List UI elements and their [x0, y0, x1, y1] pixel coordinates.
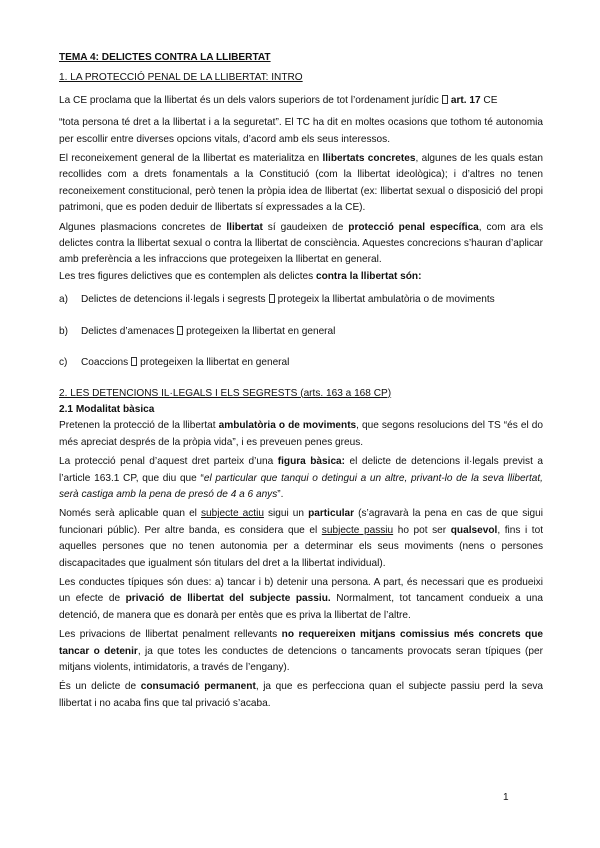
- text-run: , fins i tot aquelles persones que no tenen autonomia per a determinar els seus moviments (nens o persones discapacitades que igualment són titulars del dret a la llibertat individual).: [59, 524, 544, 569]
- subsection-heading: 2.1 Modalitat bàsica: [59, 403, 155, 415]
- text-run: Delictes d’amenaces: [81, 325, 175, 337]
- list-item: [59, 355, 543, 371]
- text-run: ”.: [277, 488, 284, 500]
- text-run: consumació permanent: [140, 681, 256, 693]
- text-run: protecció penal específica: [348, 221, 479, 233]
- text-run: qualsevol: [450, 524, 498, 536]
- text-run: , que segons resolucions del TS “és el do més apreciat després de la pròpia vida”, i es preveuen penes greus.: [59, 420, 543, 448]
- paragraph-7: [59, 454, 543, 503]
- text-run: , algunes de les quals estan recollides com a drets fonamentals a la Constitució (com la llibertat ideològica); i d’altres no tenen reconeixement constitucional, però tenen la pròpia idea de llibertat (ex: llibertat sexual o disposició del propi patrimoni, que es poden deduir de llibertats sí expressades a la CE).: [59, 153, 543, 214]
- text-run: (s’agravarà la pena en cas de que sigui funcionari públic). Per altre banda, es considera que el: [59, 508, 543, 536]
- text-run: protegeixen la llibertat en general: [186, 325, 336, 337]
- text-run: subjecte actiu: [200, 508, 264, 520]
- text-run: sí gaudeixen de: [267, 221, 344, 233]
- text-run: Normalment, tot tancament condueix a una detenció, de manera que es donarà per entès que es priva la llibertat de l’altre.: [59, 593, 543, 621]
- text-run: figura bàsica:: [277, 456, 346, 468]
- text-run: privació de llibertat del subjecte passiu.: [125, 593, 331, 605]
- section-2-heading: 2. LES DETENCIONS IL·LEGALS I ELS SEGRESTS (arts. 163 a 168 CP): [59, 387, 392, 399]
- text-run: CE: [483, 94, 498, 106]
- text-run: el delicte de detencions il·legals previst a l’article 163.1 CP, que diu que “: [59, 456, 543, 484]
- text-run: protegeix la llibertat ambulatòria o de moviments: [277, 294, 495, 306]
- paragraph-4: [59, 220, 543, 269]
- paragraph-10: [59, 627, 543, 676]
- arrow-icon: [131, 357, 137, 366]
- text-run: contra la llibertat són:: [315, 270, 422, 282]
- text-run: , ja que es perfecciona quan el subjecte passiu perd la seva llibertat i no acaba fins que tal privació s’acaba.: [59, 681, 543, 709]
- text-run: Coaccions: [81, 357, 129, 369]
- text-run: Les privacions de llibertat penalment rellevants: [59, 629, 278, 641]
- document-title: TEMA 4: DELICTES CONTRA LA LLIBERTAT: [59, 52, 271, 63]
- arrow-icon: [177, 326, 183, 335]
- arrow-icon: [442, 95, 448, 104]
- list-item: [59, 292, 543, 308]
- text-run: llibertat: [226, 221, 263, 233]
- paragraph-8: [59, 506, 543, 572]
- arrow-icon: [269, 294, 275, 303]
- document-page: [59, 50, 543, 712]
- text-run: Delictes de detencions il·legals i segrests: [81, 294, 266, 306]
- text-run: , ja que totes les conductes de detencions o tancaments provocats seran típiques (per mitjans violents, intimidatoris, a través de l’engany).: [59, 645, 543, 673]
- text-run: Pretenen la protecció de la llibertat: [59, 420, 216, 432]
- text-run: subjecte passiu: [321, 524, 394, 536]
- list-text: [81, 292, 495, 308]
- list-label: c): [59, 357, 68, 369]
- text-run: llibertats concretes: [322, 153, 416, 165]
- text-run: La protecció penal d’aquest dret parteix d’una: [59, 456, 274, 468]
- text-run: sigui un: [268, 508, 305, 520]
- paragraph-9: [59, 575, 543, 624]
- text-run: ambulatòria o de moviments: [218, 420, 357, 432]
- list-item: [59, 324, 543, 340]
- text-run: ho pot ser: [397, 524, 447, 536]
- text-run: Les tres figures delictives que es contemplen als delictes: [59, 270, 314, 282]
- text-run: Les conductes típiques són dues: a) tancar i b) detenir una persona. A part, és necessari que es produeixi un efecte de: [59, 576, 543, 605]
- list-text: [81, 324, 335, 340]
- paragraph-1: [59, 93, 543, 109]
- paragraph-5: [59, 269, 543, 285]
- text-run: El reconeixement general de la llibertat es materialitza en: [59, 153, 320, 165]
- list-label: b): [59, 325, 68, 337]
- paragraph-11: [59, 679, 543, 712]
- paragraph-6: [59, 418, 543, 451]
- text-run: particular: [308, 508, 355, 520]
- paragraph-2: “tota persona té dret a la llibertat i a la seguretat”. El TC ha dit en moltes ocasions que tothom té autonomia per escollir entre diverses opcions vitals, d’acord amb els seus interessos.: [59, 117, 543, 145]
- section-1-heading: 1. LA PROTECCIÓ PENAL DE LA LLIBERTAT: INTRO: [59, 72, 303, 84]
- text-run: Algunes plasmacions concretes de: [59, 221, 222, 233]
- text-run: art. 17: [450, 94, 481, 106]
- text-run: Només serà aplicable quan el: [59, 508, 197, 520]
- text-run: La CE proclama que la llibertat és un dels valors superiors de tot l’ordenament jurídic: [59, 94, 439, 106]
- text-run: no requereixen mitjans comissius més concrets que tancar o detenir: [59, 629, 543, 657]
- list-label: a): [59, 294, 68, 306]
- paragraph-3: [59, 151, 543, 217]
- list-text: [81, 355, 289, 371]
- text-run: , com ara els delictes contra la llibertat sexual o contra la llibertat de consciència. Aquestes concrecions s’hauran d’aplicar amb preferència a les infraccions que protegeixen la llibertat en general.: [59, 221, 543, 266]
- text-run: protegeixen la llibertat en general: [140, 357, 290, 369]
- text-run: el particular que tanqui o detingui a un altre, privant-lo de la seva llibertat, serà castiga amb la pena de presó de 4 a 6 anys: [59, 472, 543, 500]
- text-run: És un delicte de: [59, 681, 137, 693]
- page-number: 1: [503, 792, 509, 803]
